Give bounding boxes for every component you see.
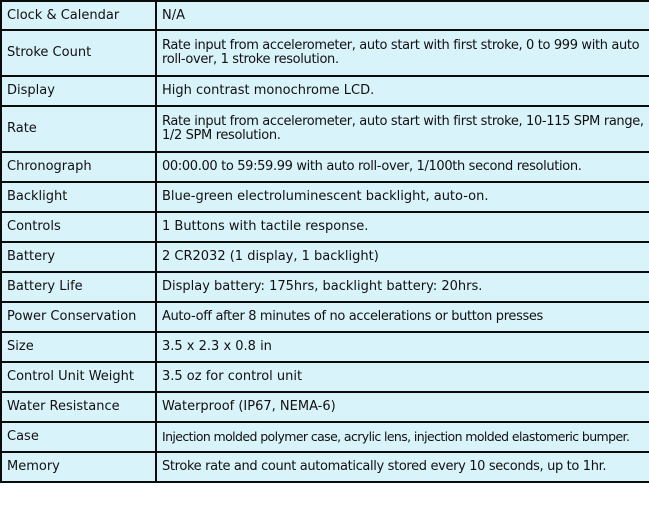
spec-label: Battery Life [1, 272, 156, 302]
spec-value: 00:00.00 to 59:59.99 with auto roll-over, 1/100th second resolution. [156, 152, 649, 182]
spec-label: Stroke Count [1, 30, 156, 76]
spec-label: Case [1, 422, 156, 452]
spec-row-case [1, 422, 649, 452]
spec-label: Battery [1, 242, 156, 272]
spec-value: 3.5 oz for control unit [156, 362, 649, 392]
spec-label: Backlight [1, 182, 156, 212]
spec-label: Chronograph [1, 152, 156, 182]
spec-row-battery-life [1, 272, 649, 302]
spec-label: Water Resistance [1, 392, 156, 422]
spec-row-chronograph [1, 152, 649, 182]
spec-label: Control Unit Weight [1, 362, 156, 392]
spec-label: Power Conservation [1, 302, 156, 332]
spec-value: Stroke rate and count automatically stored every 10 seconds, up to 1hr. [156, 452, 649, 482]
spec-value: Auto-off after 8 minutes of no accelerations or button presses [156, 302, 649, 332]
spec-value: 2 CR2032 (1 display, 1 backlight) [156, 242, 649, 272]
spec-row-control-unit-weight [1, 362, 649, 392]
spec-row-power-conservation [1, 302, 649, 332]
spec-label: Controls [1, 212, 156, 242]
spec-row-size [1, 332, 649, 362]
spec-value: Display battery: 175hrs, backlight battery: 20hrs. [156, 272, 649, 302]
spec-row-backlight [1, 182, 649, 212]
spec-value: Rate input from accelerometer, auto start with first stroke, 10-115 SPM range, 1/2 SPM resolution. [156, 106, 649, 152]
spec-value: 1 Buttons with tactile response. [156, 212, 649, 242]
spec-row-controls [1, 212, 649, 242]
spec-value: 3.5 x 2.3 x 0.8 in [156, 332, 649, 362]
spec-value: Waterproof (IP67, NEMA-6) [156, 392, 649, 422]
spec-row-display [1, 76, 649, 106]
spec-label: Memory [1, 452, 156, 482]
spec-label: Clock & Calendar [1, 1, 156, 30]
spec-value: Injection molded polymer case, acrylic lens, injection molded elastomeric bumper. [156, 422, 649, 452]
spec-value: Blue-green electroluminescent backlight, auto-on. [156, 182, 649, 212]
spec-row-battery [1, 242, 649, 272]
spec-value: N/A [156, 1, 649, 30]
spec-row-stroke-count [1, 30, 649, 76]
spec-row-memory [1, 452, 649, 482]
spec-label: Size [1, 332, 156, 362]
spec-value: High contrast monochrome LCD. [156, 76, 649, 106]
spec-label: Rate [1, 106, 156, 152]
spec-label: Display [1, 76, 156, 106]
spec-value: Rate input from accelerometer, auto start with first stroke, 0 to 999 with auto roll-over, 1 stroke resolution. [156, 30, 649, 76]
spec-row-clock-calendar [1, 1, 649, 30]
spec-row-water-resistance [1, 392, 649, 422]
spec-row-rate [1, 106, 649, 152]
